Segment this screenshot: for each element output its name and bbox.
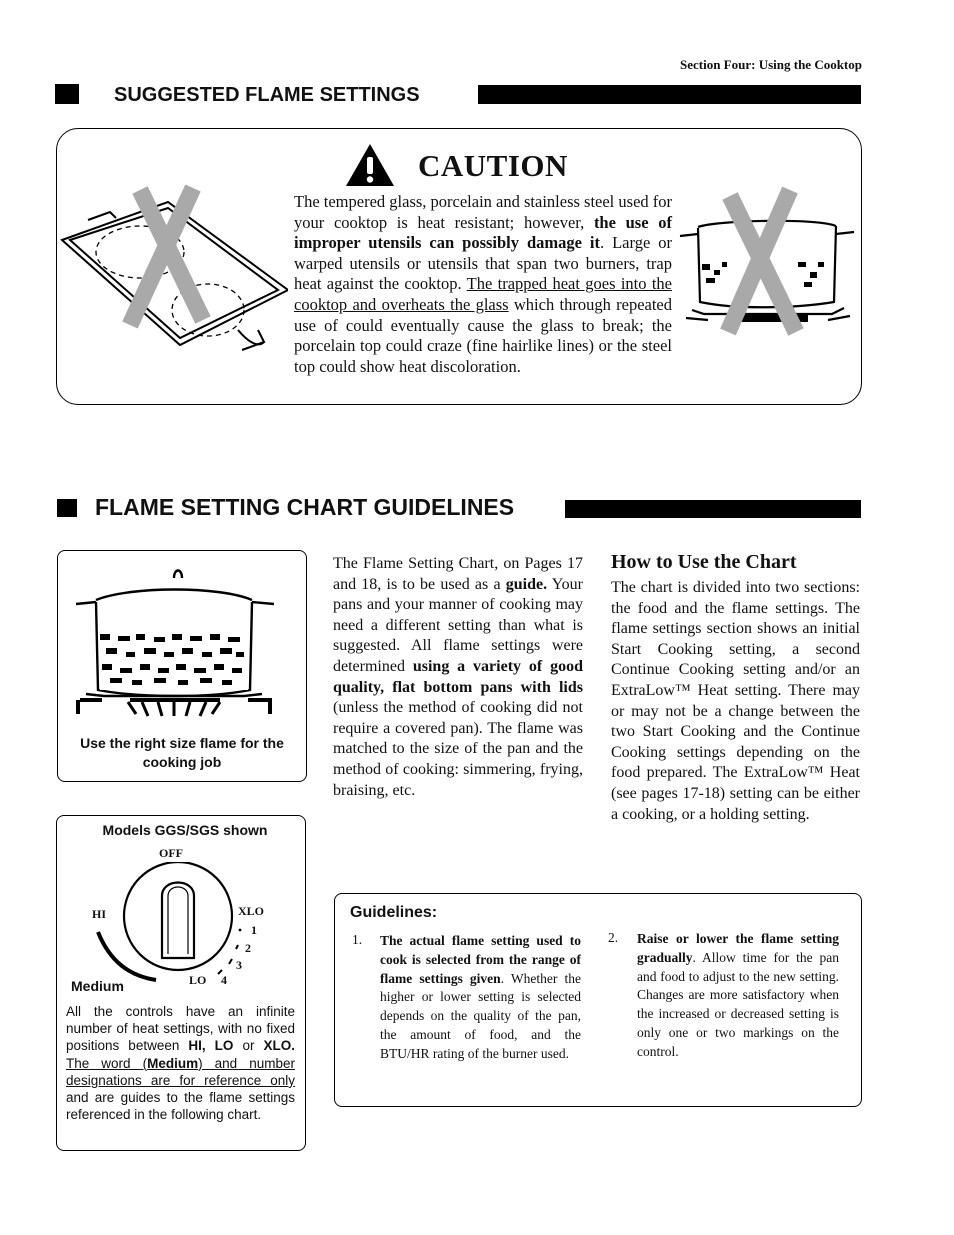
- knob-label-lo: LO: [189, 973, 207, 987]
- knob-label-hi: HI: [92, 907, 107, 921]
- caution-text-1: The tempered glass, porcelain and stainless steel used for your cooktop is heat resistant; however,: [294, 192, 673, 232]
- guideline-2-rest: . Allow time for the pan and food to adjust to the new setting. Changes are more satisfactory when the increased or decreased setting is only one or two markings on the control.: [637, 949, 839, 1059]
- knob-box-title: Models GGS/SGS shown: [102, 822, 268, 838]
- intro-text-2: Your pans and your manner of cooking may need a different setting than what is suggested. All flame settings were determined: [333, 575, 584, 675]
- warning-icon: [344, 142, 396, 188]
- pot-caption: Use the right size flame for the cooking job: [80, 735, 284, 770]
- knob-text-b: HI, LO: [188, 1038, 234, 1054]
- intro-text-3: (unless the method of cooking did not require a covered pan). The flame was matched to the size of the pan and the method of cooking: simmering, frying, braising, etc.: [333, 699, 583, 799]
- knob-text-f: The word (: [66, 1055, 148, 1071]
- how-to-use-title: How to Use the Chart: [611, 551, 797, 573]
- knob-box-text: [66, 1003, 295, 1123]
- knob-label-4: 4: [221, 973, 227, 987]
- knob-text-i: and are guides to the flame settings referenced in the following chart.: [66, 1090, 295, 1123]
- intro-text-bold-2: using a variety of good quality, flat bottom pans with lids: [333, 657, 584, 696]
- caution-text-bold: the use of improper utensils can possibly damage it: [294, 212, 672, 253]
- guideline-2-number: 2.: [608, 930, 619, 945]
- header-block-left: [55, 84, 79, 104]
- guideline-2-bold: Raise or lower the flame setting gradually: [637, 931, 839, 965]
- knob-label-xlo: XLO: [238, 904, 265, 918]
- header-bar-right: [478, 85, 861, 104]
- chart-intro-text: [333, 554, 583, 801]
- caution-text-3: which through repeated use of could eventually cause the glass to break; the porcelain top could craze (fine hairlike lines) or the steel top could show heat discoloration.: [294, 294, 673, 376]
- intro-text-bold-1: guide.: [505, 575, 548, 593]
- caution-text: [294, 192, 672, 377]
- how-to-use-text: The chart is divided into two sections: the food and the flame settings. The flame settings section shows an initial Start Cooking setting, a second Continue Cooking setting and/or an ExtraLow™ Heat setting. There may or may not be a change between the two Start Cooking and the Continue Cooking settings depending on the food prepared. The ExtraLow™ Heat (see pages 17-18) setting can be either a cooking, or a holding setting.: [611, 579, 860, 823]
- knob-label-medium: Medium: [71, 978, 124, 994]
- section-header: Section Four: Using the Cooktop: [679, 57, 862, 72]
- caution-text-2: . Large or warped utensils or utensils that span two burners, trap heat against the cooktop.: [294, 233, 672, 294]
- knob-text-g: Medium: [147, 1055, 199, 1071]
- knob-label-1: 1: [251, 923, 257, 937]
- header-block-left-2: [57, 499, 77, 517]
- knob-text-a: All the controls have an infinite number of heat settings, with no fixed positions between: [66, 1004, 295, 1054]
- knob-label-off: OFF: [159, 846, 183, 860]
- knob-text-h: ) and number designations are for reference only: [66, 1055, 295, 1088]
- flame-setting-chart-guidelines-title: FLAME SETTING CHART GUIDELINES: [95, 494, 515, 520]
- caution-text-underline: The trapped heat goes into the cooktop and overheats the glass: [294, 274, 672, 314]
- large-pot-illustration: [678, 182, 858, 337]
- caution-title: CAUTION: [418, 148, 568, 183]
- knob-text-c: or: [233, 1038, 264, 1054]
- knob-label-3: 3: [236, 958, 242, 972]
- header-bar-right-2: [565, 500, 861, 518]
- knob-label-2: 2: [245, 941, 251, 955]
- guideline-1-number: 1.: [352, 932, 363, 947]
- guideline-1-rest: . Whether the higher or lower setting is selected depends on the quality of the pan, the amount of food, and the BTU/HR rating of the burner used.: [380, 970, 581, 1061]
- griddle-illustration: [58, 180, 288, 360]
- guideline-2-text: [637, 930, 839, 1062]
- guideline-1-bold: The actual flame setting used to cook is selected from the range of flame settings given: [380, 933, 581, 986]
- intro-text-1: The Flame Setting Chart, on Pages 17 and 18, is to be used as a: [333, 555, 583, 593]
- pot-on-burner-illustration: [70, 564, 296, 720]
- suggested-flame-settings-title: SUGGESTED FLAME SETTINGS: [114, 84, 420, 106]
- guideline-1-text: [380, 932, 581, 1064]
- knob-text-d: XLO.: [263, 1038, 295, 1054]
- guidelines-title: Guidelines:: [350, 904, 438, 921]
